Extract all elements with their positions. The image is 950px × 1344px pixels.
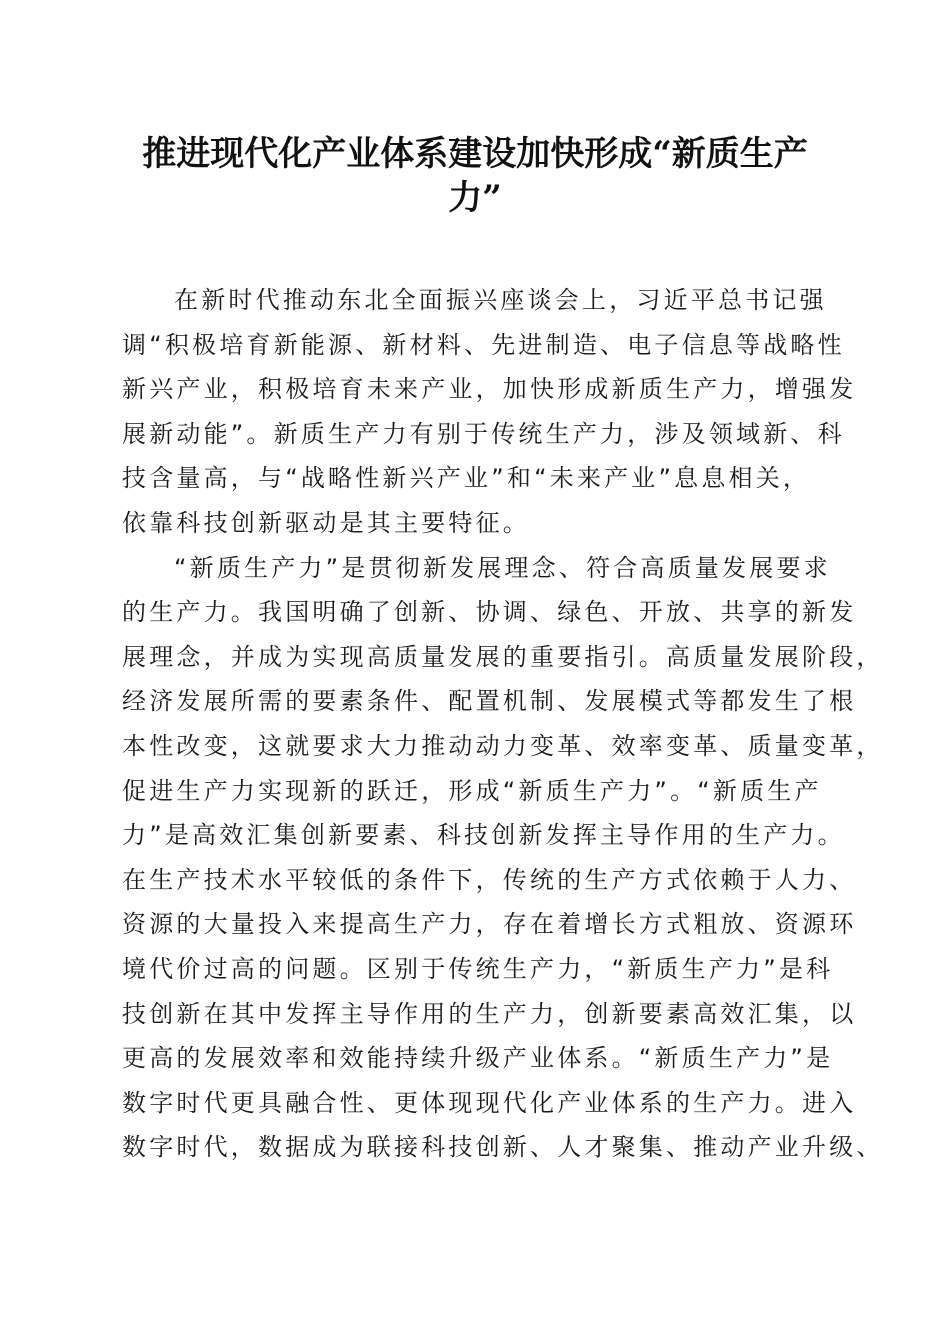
text-line: 数字时代，数据成为联接科技创新、人才聚集、推动产业升级、 <box>122 1133 884 1162</box>
text-line: 促进生产力实现新的跃迁，形成“新质生产力”。“新质生产 <box>122 776 822 805</box>
text-line: 展新动能”。新质生产力有别于传统生产力，涉及领域新、科 <box>122 419 845 448</box>
title-line-2: 力” <box>448 178 502 218</box>
text-line: “新质生产力”是贯彻新发展理念、符合高质量发展要求 <box>174 553 831 582</box>
paragraph-1 <box>122 278 857 546</box>
text-line: 在生产技术水平较低的条件下，传统的生产方式依赖于人力、 <box>122 865 857 894</box>
text-line: 在新时代推动东北全面振兴座谈会上，习近平总书记强 <box>174 286 827 314</box>
text-line: 调“积极培育新能源、新材料、先进制造、电子信息等战略性 <box>122 330 845 359</box>
title-line-1: 推进现代化产业体系建设加快形成“新质生产 <box>142 134 808 174</box>
paragraph-2 <box>122 546 884 1170</box>
text-line: 依靠科技创新驱动是其主要特征。 <box>122 508 530 537</box>
document-body <box>122 278 884 1170</box>
text-line: 资源的大量投入来提高生产力，存在着增长方式粗放、资源环 <box>122 910 857 939</box>
text-line: 技创新在其中发挥主导作用的生产力，创新要素高效汇集，以 <box>122 999 857 1028</box>
text-line: 本性改变，这就要求大力推动动力变革、效率变革、质量变革， <box>122 731 884 760</box>
text-line: 数字时代更具融合性、更体现现代化产业体系的生产力。进入 <box>122 1088 857 1117</box>
text-line: 的生产力。我国明确了创新、协调、绿色、开放、共享的新发 <box>122 598 857 627</box>
document-title <box>110 132 840 220</box>
text-line: 境代价过高的问题。区别于传统生产力，“新质生产力”是科 <box>122 954 834 983</box>
text-line: 新兴产业，积极培育未来产业，加快形成新质生产力，增强发 <box>122 375 857 404</box>
text-line: 技含量高，与“战略性新兴产业”和“未来产业”息息相关， <box>122 464 811 493</box>
text-line: 更高的发展效率和效能持续升级产业体系。“新质生产力”是 <box>122 1044 834 1073</box>
text-line: 力”是高效汇集创新要素、科技创新发挥主导作用的生产力。 <box>122 821 845 850</box>
text-line: 经济发展所需的要素条件、配置机制、发展模式等都发生了根 <box>122 687 857 716</box>
text-line: 展理念，并成为实现高质量发展的重要指引。高质量发展阶段， <box>122 642 884 671</box>
